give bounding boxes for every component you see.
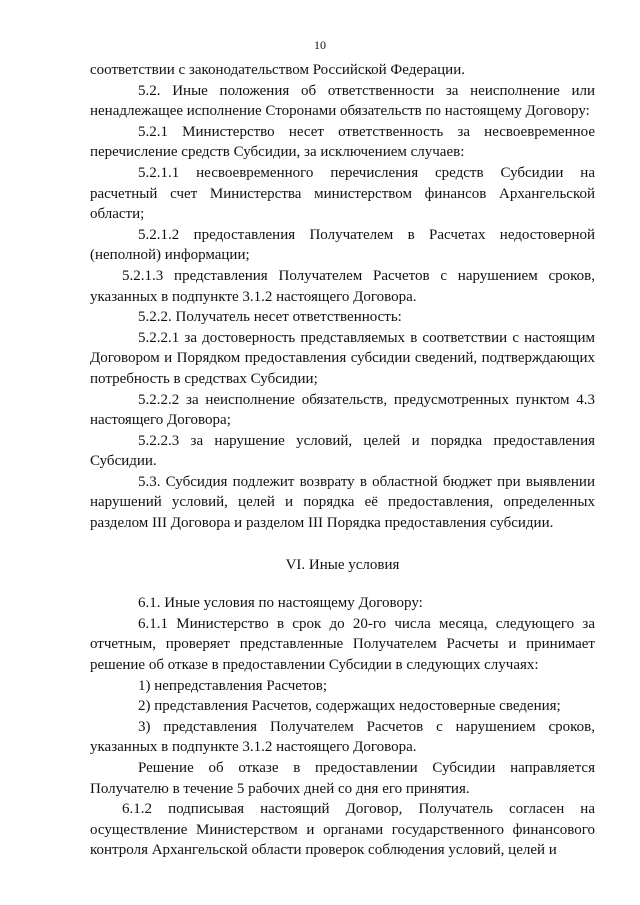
paragraph: 5.2.1 Министерство несет ответственность за несвоевременное перечисление средств Субсидии, за исключением случаев: (90, 123, 595, 161)
paragraph: 5.2.1.2 предоставления Получателем в Расчетах недостоверной (неполной) информации; (90, 226, 595, 264)
paragraph: 2) представления Расчетов, содержащих недостоверные сведения; (138, 698, 561, 715)
paragraph: 5.2.2. Получатель несет ответственность: (138, 309, 402, 326)
paragraph: 5.2.2.3 за нарушение условий, целей и порядка предоставления Субсидии. (90, 432, 595, 470)
paragraph: Решение об отказе в предоставлении Субсидии направляется Получателю в течение 5 рабочих дней со дня его принятия. (90, 760, 595, 797)
paragraph: 5.3. Субсидия подлежит возврату в областной бюджет при выявлении нарушений условий, целей и порядка её предоставления, определенных разделом III Договора и разделом III Порядка предоставления субсидии. (90, 473, 595, 532)
paragraph: 6.1. Иные условия по настоящему Договору: (138, 595, 423, 612)
paragraph: соответствии с законодательством Российской Федерации. (90, 62, 465, 78)
section-heading: VI. Иные условия (285, 556, 400, 573)
paragraph: 1) непредставления Расчетов; (138, 677, 328, 694)
paragraph: 5.2.2.1 за достоверность представляемых в соответствии с настоящим Договором и Порядком предоставления субсидии сведений, подтверждающих потребность в средствах Субсидии; (90, 329, 595, 387)
paragraph: 5.2.1.1 несвоевременного перечисления средств Субсидии на расчетный счет Министерства министерством финансов Архангельской области; (90, 164, 595, 223)
document-body (90, 60, 595, 861)
section-6-body (90, 593, 595, 861)
paragraph: 5.2.2.2 за неисполнение обязательств, предусмотренных пунктом 4.3 настоящего Договора; (90, 391, 595, 429)
page-number: 10 (314, 38, 326, 52)
paragraph: 6.1.1 Министерство в срок до 20-го числа месяца, следующего за отчетным, проверяет представленные Получателем Расчеты и принимает решение об отказе в предоставлении Субсидии в следующих случаях: (90, 615, 595, 674)
paragraph: 5.2. Иные положения об ответственности за неисполнение или ненадлежащее исполнение Сторонами обязательств по настоящему Договору: (90, 82, 595, 120)
paragraph: 6.1.2 подписывая настоящий Договор, Получатель согласен на осуществление Министерством и органами государственного финансового контроля Архангельской области проверок соблюдения условий, целей и (90, 801, 595, 859)
paragraph: 3) представления Получателем Расчетов с нарушением сроков, указанных в подпункте 3.1.2 настоящего Договора. (90, 718, 595, 756)
paragraph: 5.2.1.3 представления Получателем Расчетов с нарушением сроков, указанных в подпункте 3.1.2 настоящего Договора. (90, 267, 595, 305)
section-5-continuation (90, 60, 595, 534)
